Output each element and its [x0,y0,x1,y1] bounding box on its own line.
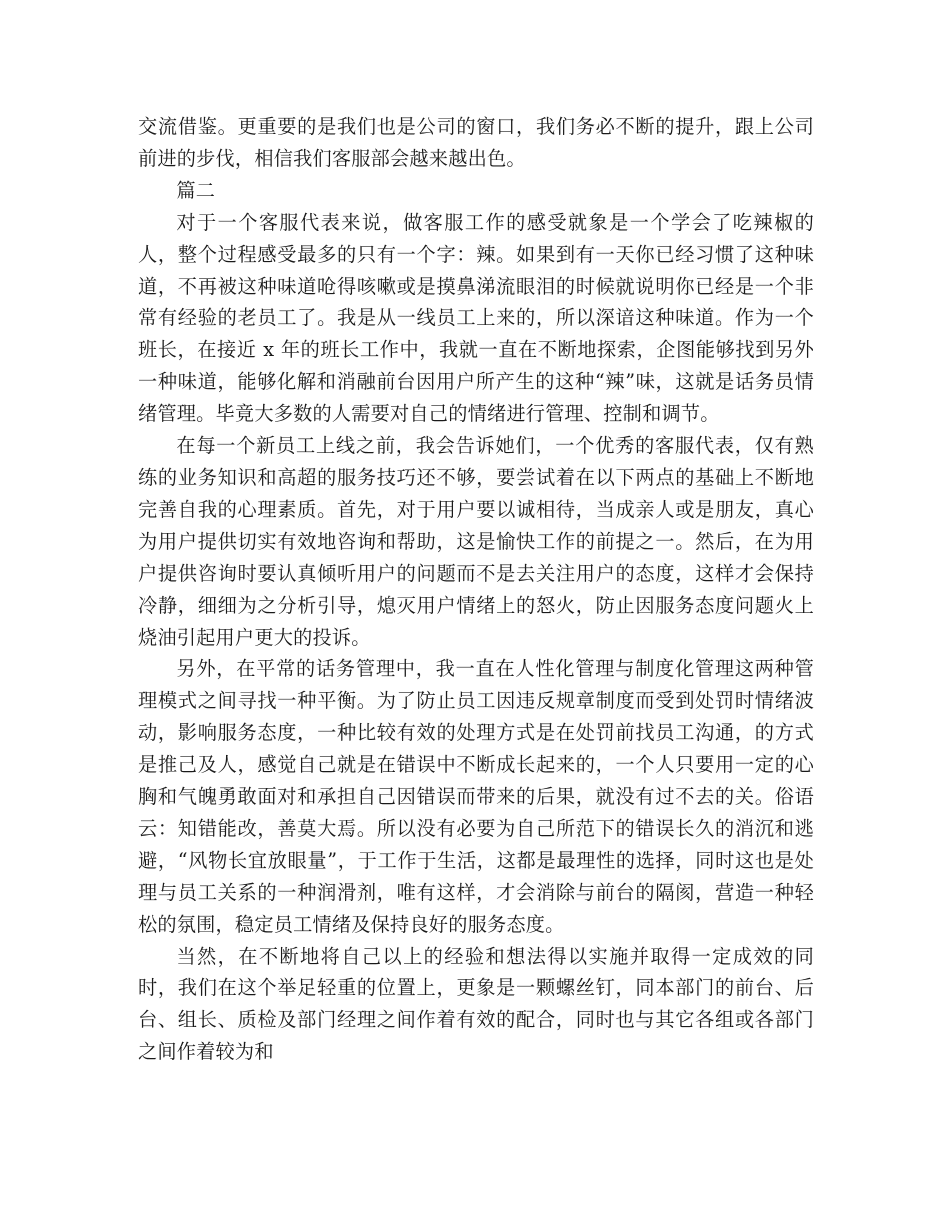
paragraph-continuation: 交流借鉴。更重要的是我们也是公司的窗口，我们务必不断的提升，跟上公司前进的步伐，相信我们客服部会越来越出色。 [138,115,814,170]
paragraph: 另外，在平常的话务管理中，我一直在人性化管理与制度化管理这两种管理模式之间寻找一种平衡。为了防止员工因违反规章制度而受到处罚时情绪波动，影响服务态度，一种比较有效的处理方式是在处罚前找员工沟通，的方式是推己及人，感觉自己就是在错误中不断成长起来的，一个人只要用一定的心胸和气魄勇敢面对和承担自己因错误而带来的后果，就没有过不去的关。俗语云：知错能改，善莫大焉。所以没有必要为自己所范下的错误长久的消沉和逃避，“风物长宜放眼量”，于工作于生活，这都是最理性的选择，同时这也是处理与员工关系的一种润滑剂，唯有这样，才会消除与前台的隔阂，营造一种轻松的氛围，稳定员工情绪及保持良好的服务态度。 [138,657,814,936]
document-body [138,111,814,1068]
section-heading: 篇二 [176,178,216,202]
paragraph: 对于一个客服代表来说，做客服工作的感受就象是一个学会了吃辣椒的人，整个过程感受最多的只有一个字：辣。如果到有一天你已经习惯了这种味道，不再被这种味道呛得咳嗽或是摸鼻涕流眼泪的时候就说明你已经是一个非常有经验的老员工了。我是从一线员工上来的，所以深谙这种味道。作为一个班长，在接近 x 年的班长工作中，我就一直在不断地探索，企图能够找到另外一种味道，能够化解和消融前台因用户所产生的这种“辣”味，这就是话务员情绪管理。毕竟大多数的人需要对自己的情绪进行管理、控制和调节。 [138,210,814,426]
paragraph: 当然，在不断地将自己以上的经验和想法得以实施并取得一定成效的同时，我们在这个举足轻重的位置上，更象是一颗螺丝钉，同本部门的前台、后台、组长、质检及部门经理之间作着有效的配合，同时也与其它各组或各部门之间作着较为和 [138,944,814,1064]
paragraph: 在每一个新员工上线之前，我会告诉她们，一个优秀的客服代表，仅有熟练的业务知识和高超的服务技巧还不够，要尝试着在以下两点的基础上不断地完善自我的心理素质。首先，对于用户要以诚相待，当成亲人或是朋友，真心为用户提供切实有效地咨询和帮助，这是愉快工作的前提之一。然后，在为用户提供咨询时要认真倾听用户的问题而不是去关注用户的态度，这样才会保持冷静，细细为之分析引导，熄灭用户情绪上的怒火，防止因服务态度问题火上烧油引起用户更大的投诉。 [138,434,814,649]
